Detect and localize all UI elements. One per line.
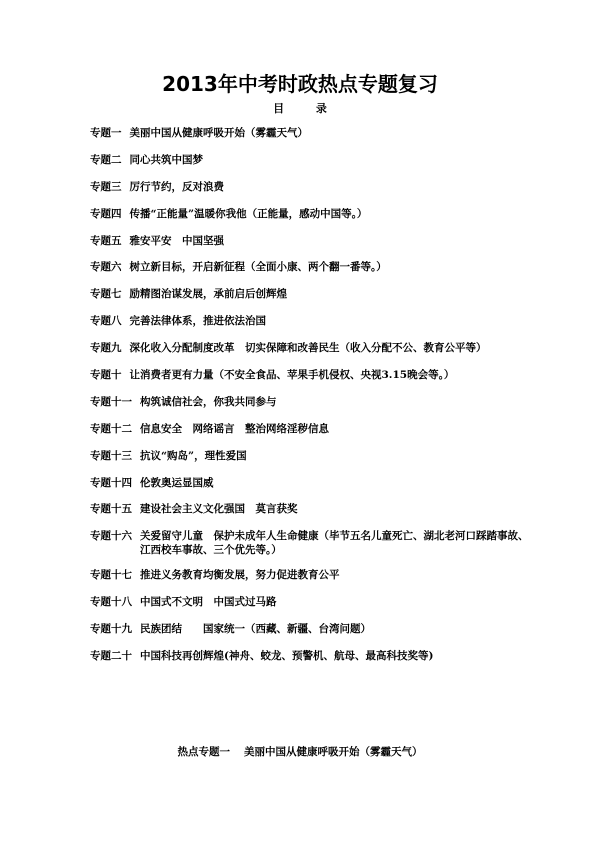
toc-item	[90, 207, 530, 221]
toc-item	[90, 234, 530, 248]
toc-item	[90, 568, 530, 582]
toc-item-label: 专题九	[90, 342, 122, 355]
toc-item-text: 厉行节约，反对浪费	[129, 180, 224, 193]
toc-item-text: 民族团结 国家统一（西藏、新疆、台湾问题）	[140, 623, 371, 636]
toc-item-text: 信息安全 网络谣言 整治网络淫秽信息	[140, 422, 329, 435]
page-title: 2013年中考时政热点专题复习	[162, 72, 438, 96]
toc-item	[90, 622, 530, 636]
toc-item	[90, 595, 530, 609]
toc-item	[90, 153, 530, 167]
toc-item	[90, 476, 530, 490]
toc-item-label: 专题七	[90, 288, 122, 301]
section-label: 热点专题一	[177, 746, 230, 758]
toc-item-label: 专题十一	[90, 395, 132, 408]
toc-item-label: 专题三	[90, 180, 122, 193]
toc-item	[90, 422, 530, 436]
toc-item-text: 雅安平安 中国坚强	[129, 234, 224, 247]
toc-item	[90, 529, 530, 557]
toc-item-label: 专题十九	[90, 623, 132, 636]
toc-item-text: 抗议“购岛”，理性爱国	[140, 449, 247, 462]
toc-item-label: 专题十	[90, 369, 122, 382]
toc-item-text: 同心共筑中国梦	[129, 153, 203, 166]
toc-item	[90, 502, 530, 516]
toc-item-text: 励精图治谋发展，承前启后创辉煌	[129, 288, 287, 301]
toc-item-label: 专题十二	[90, 422, 132, 435]
toc-item	[90, 341, 530, 355]
toc-item	[90, 180, 530, 194]
toc-item-label: 专题六	[90, 261, 122, 274]
toc-item	[90, 287, 530, 301]
toc-item-label: 专题十六	[90, 530, 132, 543]
toc-item-label: 专题四	[90, 207, 122, 220]
toc-item-label: 专题二	[90, 153, 122, 166]
toc-heading: 目 录	[273, 102, 341, 115]
toc-item-label: 专题五	[90, 234, 122, 247]
toc-item	[90, 368, 530, 382]
toc-item-text: 推进义务教育均衡发展，努力促进教育公平	[140, 569, 340, 582]
toc-item	[90, 395, 530, 409]
toc-item-text: 传播“正能量”温暖你我他（正能量，感动中国等。）	[129, 207, 368, 220]
section-heading	[0, 745, 600, 759]
table-of-contents	[90, 126, 530, 676]
toc-item-label: 专题十八	[90, 596, 132, 609]
toc-item-text: 让消费者更有力量（不安全食品、苹果手机侵权、央视3.15晚会等。）	[129, 369, 455, 382]
toc-item-text: 构筑诚信社会，你我共同参与	[140, 395, 277, 408]
section-title: 美丽中国从健康呼吸开始（雾霾天气）	[244, 746, 423, 758]
toc-item-text: 完善法律体系，推进依法治国	[129, 315, 266, 328]
toc-item	[90, 649, 530, 663]
toc-item	[90, 449, 530, 463]
toc-item-label: 专题十五	[90, 503, 132, 516]
toc-item	[90, 260, 530, 274]
toc-item-label: 专题八	[90, 315, 122, 328]
toc-item-text: 伦敦奥运显国威	[140, 476, 214, 489]
toc-item-label: 专题十三	[90, 449, 132, 462]
toc-item-text: 中国式不文明 中国式过马路	[140, 596, 277, 609]
toc-item-text: 关爱留守儿童 保护未成年人生命健康（毕节五名儿童死亡、湖北老河口踩踏事故、江西校车事故、三个优先等。）	[140, 530, 529, 557]
toc-item-label: 专题十四	[90, 476, 132, 489]
toc-item-text: 建设社会主义文化强国 莫言获奖	[140, 503, 298, 516]
toc-item-label: 专题二十	[90, 650, 132, 663]
toc-item-text: 中国科技再创辉煌(神舟、蛟龙、预警机、航母、最高科技奖等)	[140, 650, 434, 663]
toc-item-text: 树立新目标，开启新征程（全面小康、两个翻一番等。）	[129, 261, 387, 274]
toc-item-text: 深化收入分配制度改革 切实保障和改善民生（收入分配不公、教育公平等）	[129, 342, 487, 355]
toc-item	[90, 314, 530, 328]
toc-item	[90, 126, 530, 140]
toc-item-label: 专题十七	[90, 569, 132, 582]
toc-item-label: 专题一	[90, 127, 122, 139]
toc-item-text: 美丽中国从健康呼吸开始（雾霾天气）	[129, 127, 308, 139]
